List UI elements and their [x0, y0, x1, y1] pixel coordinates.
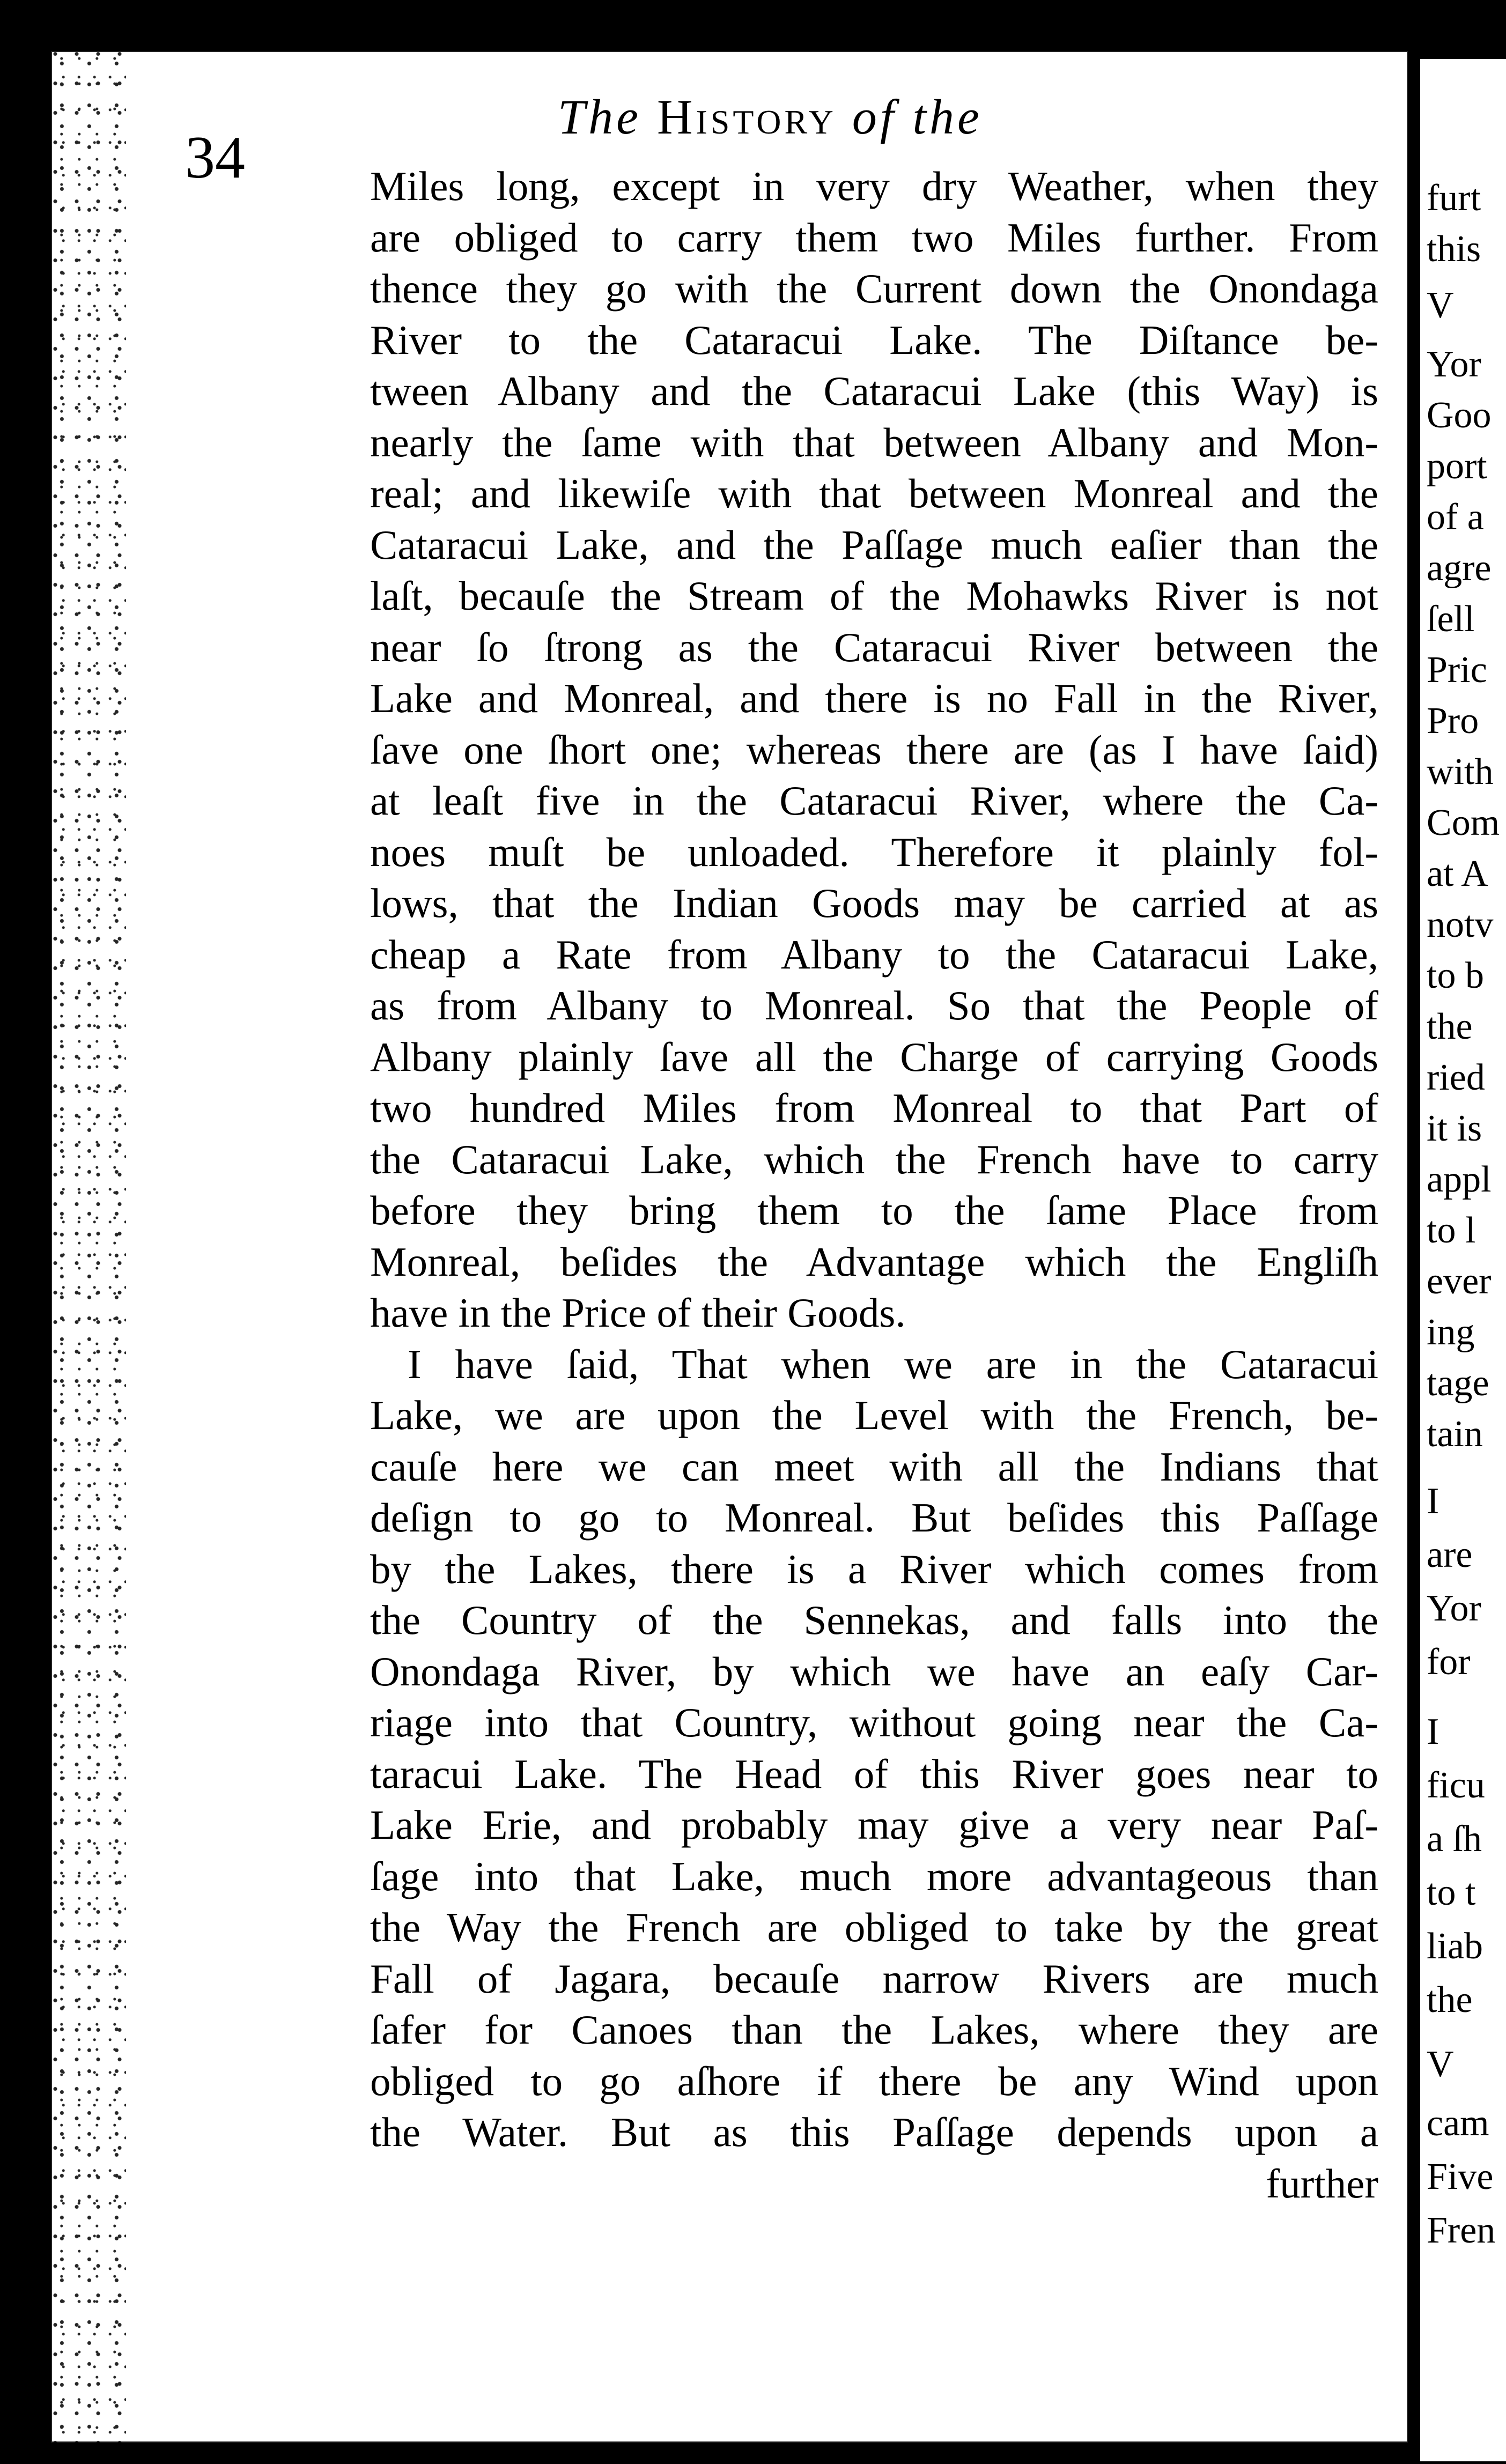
- text-line: ſafer for Canoes than the Lakes, where they are: [370, 2007, 1378, 2053]
- text-line: have in the Price of their Goods.: [370, 1290, 906, 1336]
- text-line: taracui Lake. The Head of this River goes near to: [370, 1750, 1378, 1797]
- text-line: noes muſt be unloaded. Therefore it plainly fol-: [370, 828, 1378, 875]
- text-line: before they bring them to the ſame Place from: [370, 1187, 1378, 1233]
- catchword: further: [1266, 2160, 1378, 2207]
- text-line: tween Albany and the Cataracui Lake (this Way) is: [370, 368, 1378, 414]
- next-page-fragment: [1420, 59, 1506, 2461]
- text-line: by the Lakes, there is a River which comes from: [370, 1545, 1378, 1592]
- next-page-line: ſell: [1427, 598, 1475, 640]
- running-head-pre: The: [558, 90, 657, 144]
- next-page-line: liab: [1427, 1926, 1483, 1967]
- next-page-line: Pric: [1427, 649, 1487, 691]
- text-line: River to the Cataracui Lake. The Diſtance be-: [370, 316, 1378, 363]
- text-line: lows, that the Indian Goods may be carried at as: [370, 880, 1378, 926]
- next-page-line: I: [1427, 1481, 1439, 1522]
- next-page-line: for: [1427, 1641, 1471, 1683]
- next-page-line: Yor: [1427, 1588, 1481, 1629]
- next-page-line: Five: [1427, 2156, 1494, 2197]
- next-page-line: furt: [1427, 177, 1481, 219]
- text-line: riage into that Country, without going near the Ca-: [370, 1699, 1378, 1745]
- text-line: Lake Erie, and probably may give a very near Paſ-: [370, 1802, 1378, 1848]
- text-line: deſign to go to Monreal. But beſides this Paſſage: [370, 1494, 1378, 1541]
- text-line: obliged to go aſhore if there be any Wind upon: [370, 2058, 1378, 2104]
- page-number: 34: [185, 124, 245, 191]
- next-page-line: V: [1427, 2044, 1454, 2085]
- next-page-line: at A: [1427, 853, 1488, 894]
- next-page-line: ried: [1427, 1057, 1485, 1098]
- text-line: Miles long, except in very dry Weather, when they: [370, 163, 1378, 209]
- text-line: Monreal, beſides the Advantage which the Engliſh: [370, 1238, 1378, 1285]
- next-page-line: are: [1427, 1534, 1473, 1575]
- next-page-line: cam: [1427, 2103, 1489, 2144]
- text-line: laſt, becauſe the Stream of the Mohawks River is not: [370, 573, 1378, 619]
- text-line: thence they go with the Current down the Onondaga: [370, 265, 1378, 312]
- text-line: Albany plainly ſave all the Charge of carrying Goods: [370, 1033, 1378, 1080]
- text-line: Lake, we are upon the Level with the French, be-: [370, 1392, 1378, 1438]
- text-line: Onondaga River, by which we have an eaſy Car-: [370, 1648, 1378, 1695]
- text-line: the Way the French are obliged to take by the great: [370, 1904, 1378, 1950]
- text-line: Fall of Jagara, becauſe narrow Rivers are much: [370, 1955, 1378, 2002]
- next-page-line: to l: [1427, 1210, 1476, 1251]
- page-edge-speckle: [51, 51, 126, 2443]
- next-page-line: with: [1427, 751, 1494, 793]
- text-line: two hundred Miles from Monreal to that Part of: [370, 1085, 1378, 1131]
- next-page-line: tage: [1427, 1363, 1489, 1404]
- text-line: nearly the ſame with that between Albany and Mon-: [370, 419, 1378, 465]
- text-line: real; and likewiſe with that between Monreal and the: [370, 470, 1378, 516]
- next-page-line: a ſh: [1427, 1818, 1482, 1860]
- next-page-line: notv: [1427, 904, 1494, 945]
- next-page-line: I: [1427, 1711, 1439, 1752]
- next-page-line: Fren: [1427, 2210, 1496, 2251]
- next-page-line: the: [1427, 1979, 1473, 2021]
- next-page-line: ficu: [1427, 1765, 1485, 1806]
- running-head-title: History: [657, 90, 837, 144]
- text-line: Lake and Monreal, and there is no Fall in the River,: [370, 675, 1378, 721]
- next-page-line: Com: [1427, 802, 1500, 843]
- text-line: the Cataracui Lake, which the French have to carry: [370, 1136, 1378, 1182]
- next-page-line: Pro: [1427, 700, 1479, 742]
- next-page-line: V: [1427, 285, 1454, 326]
- next-page-line: of a: [1427, 497, 1484, 538]
- next-page-line: this: [1427, 228, 1481, 270]
- body-text: [370, 161, 1378, 2209]
- page-gutter: [1408, 0, 1420, 2464]
- next-page-line: Goo: [1427, 395, 1492, 436]
- next-page-line: appl: [1427, 1159, 1492, 1200]
- running-head: [558, 88, 983, 145]
- text-line: cheap a Rate from Albany to the Cataracui Lake,: [370, 931, 1378, 978]
- text-line: the Water. But as this Paſſage depends upon a: [370, 2109, 1378, 2155]
- text-line: the Country of the Sennekas, and falls into the: [370, 1597, 1378, 1643]
- next-page-line: agre: [1427, 547, 1492, 589]
- running-head-post: of the: [836, 90, 983, 144]
- text-line: I have ſaid, That when we are in the Cataracui: [408, 1341, 1378, 1387]
- text-line: near ſo ſtrong as the Cataracui River between the: [370, 624, 1378, 670]
- text-line: as from Albany to Monreal. So that the People of: [370, 982, 1378, 1028]
- text-line: ſave one ſhort one; whereas there are (as I have ſaid): [370, 726, 1378, 773]
- text-line: at leaſt five in the Cataracui River, where the Ca-: [370, 778, 1378, 824]
- next-page-line: to b: [1427, 955, 1484, 996]
- text-line: cauſe here we can meet with all the Indians that: [370, 1443, 1378, 1490]
- next-page-line: Yor: [1427, 344, 1481, 385]
- next-page-line: ever: [1427, 1261, 1492, 1302]
- text-line: are obliged to carry them two Miles further. From: [370, 214, 1378, 261]
- text-line: Cataracui Lake, and the Paſſage much eaſier than the: [370, 521, 1378, 568]
- next-page-line: it is: [1427, 1108, 1482, 1149]
- text-line: ſage into that Lake, much more advantageous than: [370, 1853, 1378, 1899]
- next-page-line: port: [1427, 446, 1487, 487]
- next-page-line: the: [1427, 1006, 1473, 1047]
- next-page-line: to t: [1427, 1872, 1476, 1913]
- next-page-line: ing: [1427, 1312, 1475, 1353]
- next-page-line: tain: [1427, 1414, 1483, 1455]
